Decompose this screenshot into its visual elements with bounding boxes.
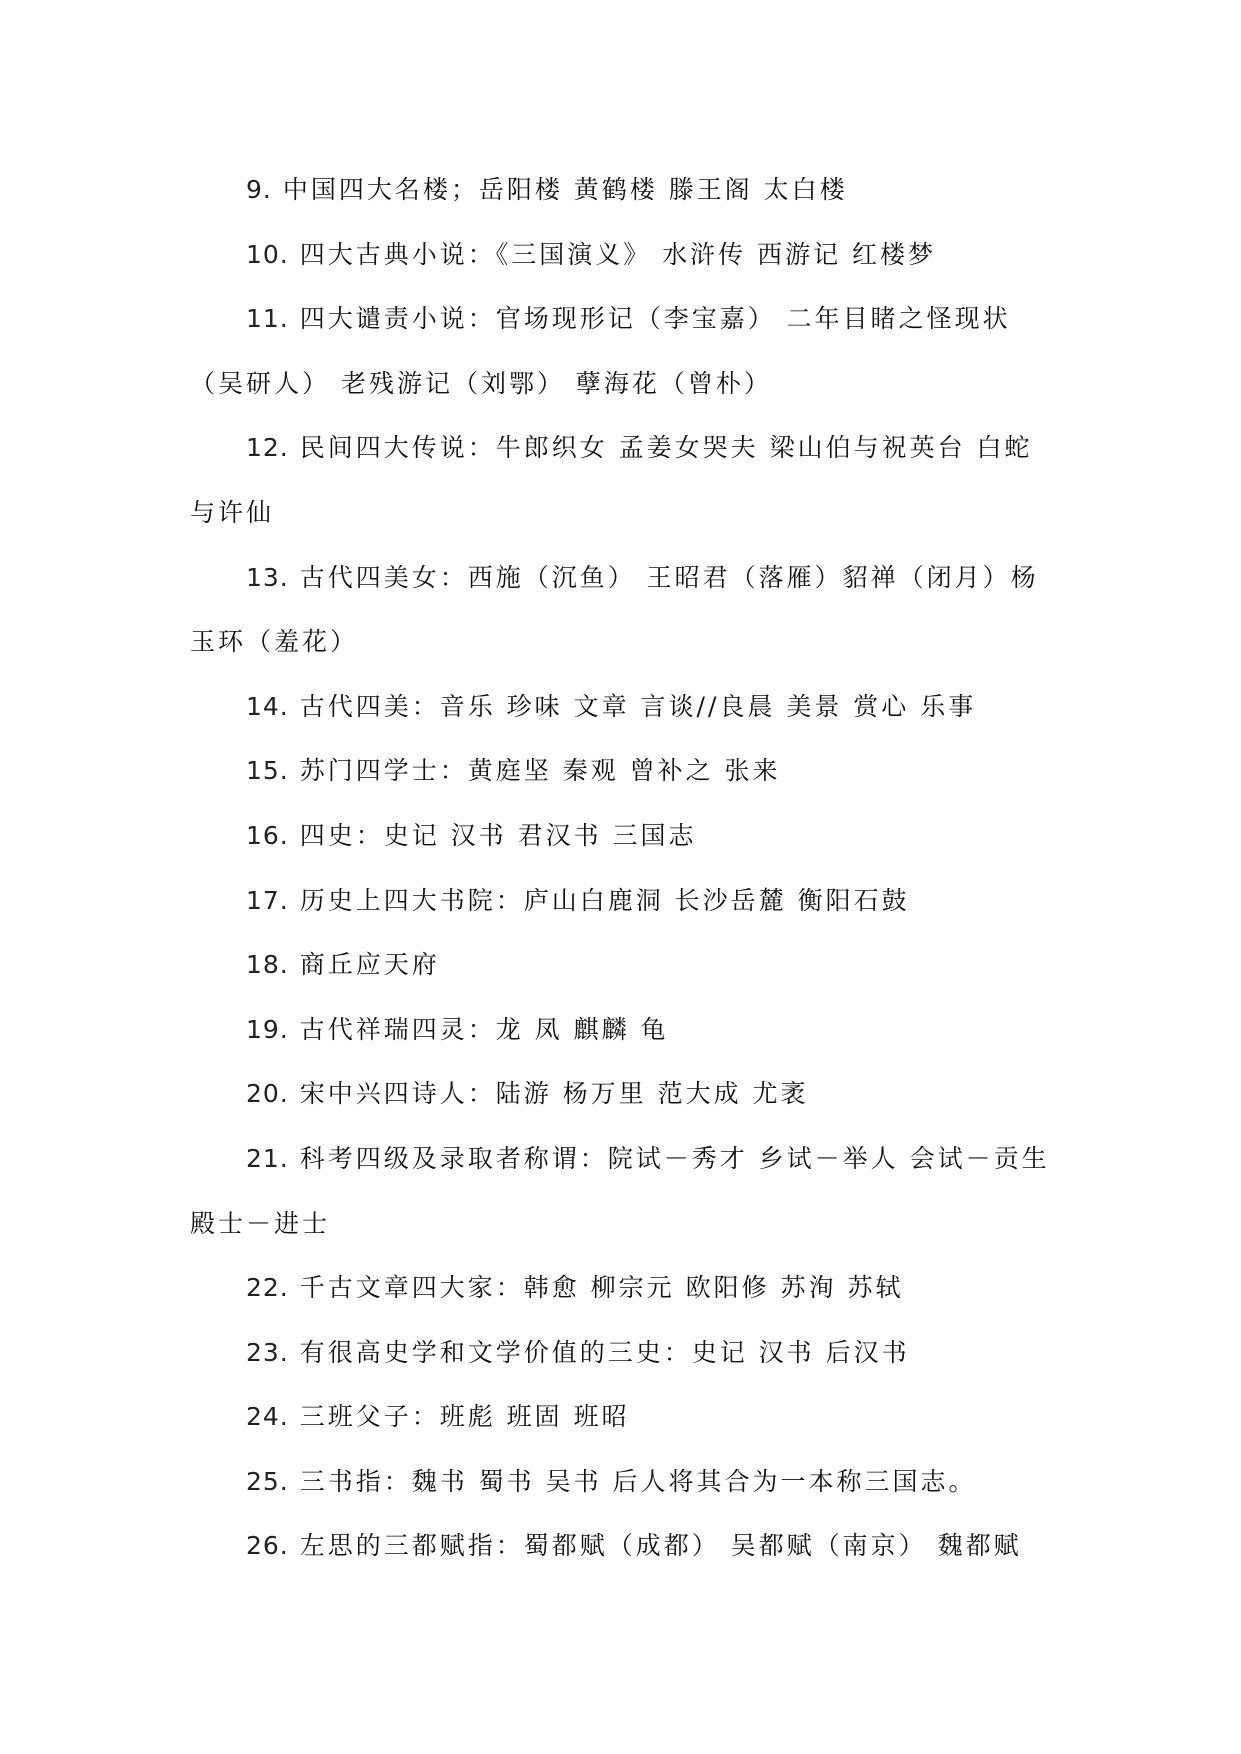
list-item (190, 416, 1058, 545)
list-item (190, 1062, 1058, 1127)
item-number: 18. (246, 950, 289, 980)
item-text: 古代四美：音乐 珍味 文章 言谈//良晨 美景 赏心 乐事 (299, 691, 977, 721)
item-text: 古代祥瑞四灵：龙 凤 麒麟 龟 (299, 1014, 669, 1044)
item-text: 左思的三都赋指：蜀都赋（成都） 吴都赋（南京） 魏都赋 (299, 1531, 1022, 1561)
list-item (190, 804, 1058, 869)
item-number: 26. (246, 1531, 289, 1561)
item-number: 22. (246, 1273, 289, 1303)
item-number: 14. (246, 691, 289, 721)
list-item (190, 287, 1058, 416)
list-item (190, 739, 1058, 804)
item-number: 11. (246, 304, 289, 334)
item-text: 四大古典小说：《三国演义》 水浒传 西游记 红楼梦 (299, 239, 937, 269)
item-number: 13. (246, 562, 289, 592)
item-text: 中国四大名楼；岳阳楼 黄鹤楼 滕王阁 太白楼 (282, 175, 848, 204)
item-number: 24. (246, 1402, 289, 1432)
list-item (190, 675, 1058, 740)
list-item (190, 1256, 1058, 1321)
item-number: 16. (246, 820, 289, 850)
list-item (190, 1127, 1058, 1256)
item-text: 民间四大传说：牛郎织女 孟姜女哭夫 梁山伯与祝英台 白蛇与许仙 (190, 433, 1033, 527)
item-number: 12. (246, 433, 289, 463)
item-text: 古代四美女：西施（沉鱼） 王昭君（落雁）貂禅（闭月）杨玉环（羞花） (190, 562, 1039, 657)
item-text: 科考四级及录取者称谓：院试－秀才 乡试－举人 会试－贡生 殿士－进士 (190, 1143, 1050, 1238)
item-number: 21. (246, 1143, 289, 1173)
item-number: 15. (246, 756, 289, 786)
item-text: 三书指：魏书 蜀书 吴书 后人将其合为一本称三国志。 (299, 1466, 977, 1496)
item-number: 10. (246, 239, 289, 269)
item-text: 四大谴责小说：官场现形记（李宝嘉） 二年目睹之怪现状（吴研人） 老残游记（刘鄂） 孽海花（曾朴） (190, 304, 1011, 398)
item-text: 有很高史学和文学价值的三史：史记 汉书 后汉书 (299, 1337, 910, 1367)
item-text: 历史上四大书院：庐山白鹿洞 长沙岳麓 衡阳石鼓 (299, 885, 910, 915)
item-number: 19. (246, 1014, 289, 1044)
item-number: 20. (246, 1079, 289, 1109)
list-item (190, 1385, 1058, 1450)
item-text: 宋中兴四诗人：陆游 杨万里 范大成 尤袤 (299, 1079, 809, 1109)
list-item (190, 933, 1058, 998)
list-item (190, 998, 1058, 1063)
list-item (190, 158, 1058, 223)
list-item (190, 1321, 1058, 1386)
item-text: 四史：史记 汉书 君汉书 三国志 (299, 820, 697, 850)
item-number: 9. (246, 175, 272, 204)
document-body (190, 158, 1058, 1579)
item-number: 23. (246, 1337, 289, 1367)
list-item (190, 1450, 1058, 1515)
item-number: 25. (246, 1466, 289, 1496)
list-item (190, 546, 1058, 675)
list-item (190, 223, 1058, 288)
item-text: 商丘应天府 (299, 950, 440, 980)
item-number: 17. (246, 885, 289, 915)
list-item (190, 1514, 1058, 1579)
list-item (190, 869, 1058, 934)
item-text: 苏门四学士：黄庭坚 秦观 曾补之 张来 (299, 756, 781, 786)
item-text: 三班父子：班彪 班固 班昭 (299, 1402, 630, 1432)
item-text: 千古文章四大家：韩愈 柳宗元 欧阳修 苏洵 苏轼 (299, 1273, 904, 1303)
